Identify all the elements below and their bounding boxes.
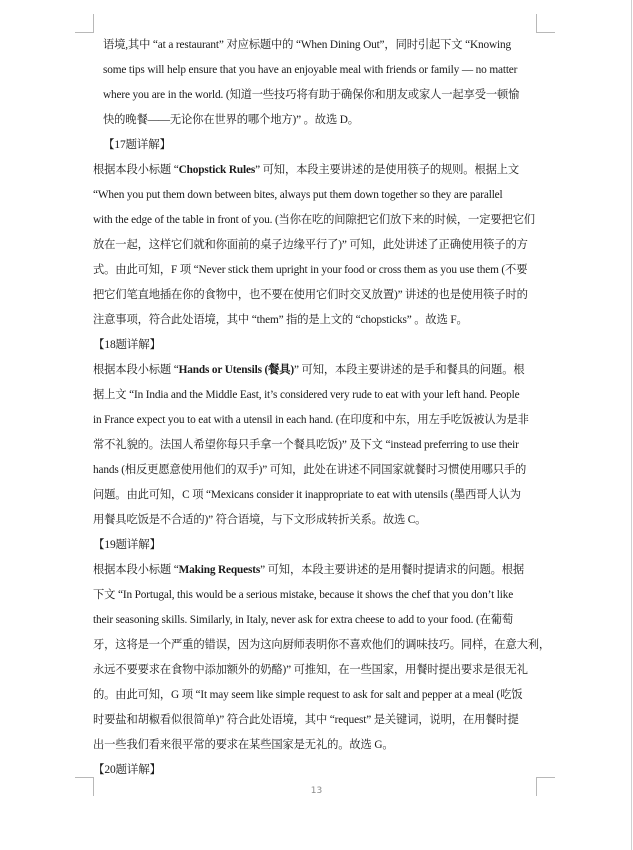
text-line: 注意事项，符合此处语境，其中 “them” 指的是上文的 “chopsticks” 。故选 F。 [93, 314, 468, 326]
text-line: 用餐具吃饭是不合适的)” 符合语境，与下文形成转折关系。故选 C。 [93, 514, 427, 526]
text-line: in France expect you to eat with a utensil in each hand. (在印度和中东，用左手吃饭被认为是非 [93, 414, 529, 426]
text-line [93, 358, 543, 383]
text-line: 永远不要要求在食物中添加额外的奶酪)” 可推知，在一些国家，用餐时提出要求是很无礼 [93, 664, 528, 676]
text-line: 的。由此可知，G 项 “It may seem like simple request to ask for salt and pepper at a meal (吃饭 [93, 689, 523, 701]
text-run: ” 可知，本段主要讲述的是用餐时提请求的问题。根据 [260, 564, 525, 576]
text-line: some tips will help ensure that you have an enjoyable meal with friends or family — no matter [103, 64, 518, 76]
margin-corner-mark-top-right [536, 14, 555, 33]
document-body [93, 33, 551, 783]
text-line: 时要盐和胡椒看似很简单)” 符合此处语境，其中 “request” 是关键词，说明，在用餐时提 [93, 714, 519, 726]
text-line: 常不礼貌的。法国人希望你每只手拿一个餐具吃饭)” 及下文 “instead preferring to use their [93, 439, 519, 451]
subheading-quote: Chopstick Rules [178, 164, 256, 176]
section-heading: 【19题详解】 [93, 539, 161, 551]
text-line: “When you put them down between bites, always put them down together so they are parallel [93, 189, 503, 201]
text-line: hands (相反更愿意使用他们的双手)” 可知，此处在讲述不同国家就餐时习惯使用哪只手的 [93, 464, 527, 476]
section-heading: 【20题详解】 [93, 764, 161, 776]
text-run: 根据本段小标题 “ [93, 164, 179, 176]
text-line: 出一些我们看来很平常的要求在某些国家是无礼的。故选 G。 [93, 739, 394, 751]
text-line [93, 558, 543, 583]
text-line: where you are in the world. (知道一些技巧将有助于确保你和朋友或家人一起享受一顿愉 [103, 89, 520, 101]
text-line: their seasoning skills. Similarly, in Italy, never ask for extra cheese to add to your food. (在葡萄 [93, 614, 514, 626]
text-line: 语境,其中 “at a restaurant” 对应标题中的 “When Dining Out”，同时引起下文 “Knowing [103, 39, 511, 51]
text-line: 牙，这将是一个严重的错误，因为这向厨师表明你不喜欢他们的调味技巧。同样，在意大利， [93, 639, 551, 651]
text-line: 把它们笔直地插在你的食物中，也不要在使用它们时交叉放置)” 讲述的也是使用筷子时的 [93, 289, 528, 301]
text-line: 快的晚餐——无论你在世界的哪个地方)” 。故选 D。 [103, 114, 359, 126]
section-heading: 【17题详解】 [103, 139, 171, 151]
text-run: 根据本段小标题 “ [93, 364, 179, 376]
section-heading: 【18题详解】 [93, 339, 161, 351]
text-line: 下文 “In Portugal, this would be a serious mistake, because it shows the chef that you don’t like [93, 589, 514, 601]
text-run: ” 可知，本段主要讲述的是使用筷子的规则。根据上文 [255, 164, 520, 176]
text-line: 式。由此可知，F 项 “Never stick them upright in your food or cross them as you use them (不要 [93, 264, 528, 276]
page-number: 13 [310, 786, 323, 796]
text-line: with the edge of the table in front of you. (当你在吃的间隙把它们放下来的时候，一定要把它们 [93, 214, 535, 226]
text-line: 问题。由此可知，C 项 “Mexicans consider it inappropriate to eat with utensils (墨西哥人认为 [93, 489, 521, 501]
text-line [93, 158, 543, 183]
text-line: 放在一起，这样它们就和你面前的桌子边缘平行了)” 可知，此处讲述了正确使用筷子的方 [93, 239, 528, 251]
text-line: 据上文 “In India and the Middle East, it’s considered very rude to eat with your left hand. People [93, 389, 520, 401]
subheading-quote: Hands or Utensils (餐具) [178, 364, 295, 376]
subheading-quote: Making Requests [178, 564, 261, 576]
page-edge [631, 0, 632, 850]
text-run: ” 可知，本段主要讲述的是手和餐具的问题。根 [294, 364, 525, 376]
text-run: 根据本段小标题 “ [93, 564, 179, 576]
margin-corner-mark-top-left [75, 14, 94, 33]
